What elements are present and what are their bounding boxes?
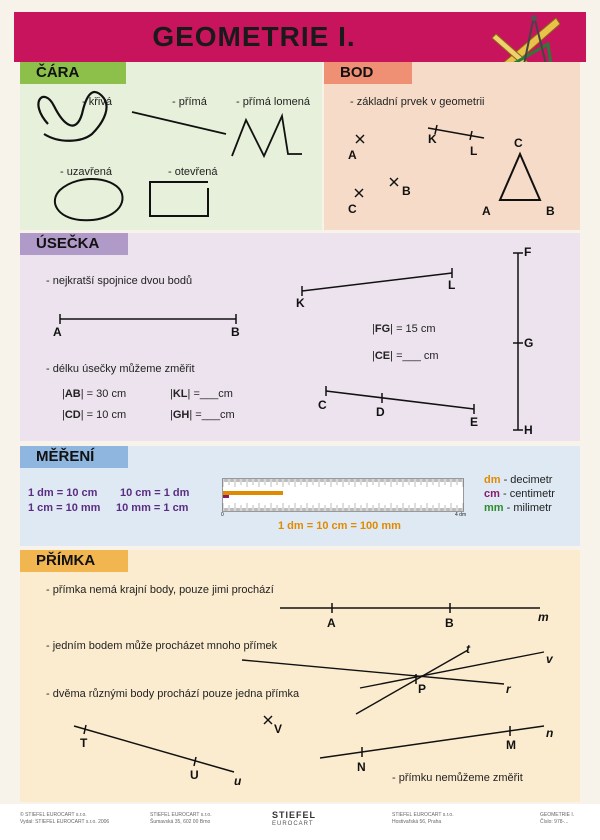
footer-right-1: GEOMETRIE I. [540, 812, 575, 818]
unit-mm: mm - milimetr [484, 502, 552, 514]
usecka-label-d: D [376, 405, 385, 419]
mereni-heading: MĚŘENÍ [20, 446, 128, 468]
primka-description-2: - jedním bodem může procházet mnoho přímek [46, 640, 278, 652]
bod-label-l: L [470, 144, 478, 158]
line-t [356, 650, 468, 714]
line-u [74, 726, 234, 772]
bod-label-b1: B [402, 184, 411, 198]
primka-label-t-big: T [80, 736, 88, 750]
measure-gh: |GH| =___cm [170, 409, 235, 421]
otevrena-line [150, 182, 208, 216]
footer-logo: STIEFEL [272, 810, 317, 820]
conversion-summary: 1 dm = 10 cm = 100 mm [278, 520, 401, 532]
kriva-curve [38, 92, 106, 141]
primka-panel [20, 550, 580, 802]
footer-logo-sub: EUROCART [272, 821, 314, 827]
bod-description: - základní prvek v geometrii [350, 96, 485, 108]
primka-label-t: t [466, 642, 470, 656]
measure-cd: |CD| = 10 cm [62, 409, 127, 421]
primka-label-r: r [506, 682, 511, 696]
bod-label-c2: C [514, 136, 523, 150]
bod-label-a1: A [348, 148, 357, 162]
conversion-4: 10 mm = 1 cm [116, 502, 189, 514]
primka-label-m-big: M [506, 738, 516, 752]
footer-left-1: © STIEFEL EUROCART s.r.o. [20, 812, 87, 818]
unit-cm: cm - centimetr [484, 488, 555, 500]
primka-description-3: - dvěma různými body prochází pouze jedna přímka [46, 688, 300, 700]
unit-dm: dm - decimetr [484, 474, 553, 486]
kl-segment [302, 273, 452, 291]
usecka-description-2: - délku úsečky můžeme změřit [46, 363, 195, 375]
usecka-description-1: - nejkratší spojnice dvou bodů [46, 275, 193, 287]
primka-label-v-small: v [546, 652, 553, 666]
primka-heading: PŘÍMKA [20, 550, 128, 572]
primka-label-n: N [357, 760, 366, 774]
bod-drawings [324, 62, 580, 230]
bod-label-a2: A [482, 204, 491, 218]
primka-label-b: B [445, 616, 454, 630]
primka-description-4: - přímku nemůžeme změřit [392, 772, 523, 784]
footer-mid-4: Hostivařská 56, Praha [392, 819, 442, 825]
footer-left-2: Vydal: STIEFEL EUROCART s.r.o. 2006 [20, 819, 110, 825]
usecka-label-g: G [524, 336, 534, 350]
bod-panel [324, 62, 580, 230]
page-title: GEOMETRIE I. [152, 21, 356, 52]
primka-label-a: A [327, 616, 336, 630]
conversion-3: 1 cm = 10 mm [28, 502, 101, 514]
prima-lomena-label: - přímá lomená [236, 96, 310, 108]
usecka-heading: ÚSEČKA [20, 233, 128, 255]
usecka-label-c: C [318, 398, 327, 412]
measure-kl: |KL| =___cm [170, 388, 233, 400]
ruler-start-label: 0 [221, 512, 224, 518]
primka-drawings [20, 550, 580, 802]
line-r [242, 660, 504, 684]
usecka-label-h: H [524, 423, 533, 437]
triangle [500, 154, 540, 200]
primka-label-p: P [418, 682, 427, 696]
conversion-1: 1 dm = 10 cm [28, 487, 98, 499]
primka-description-1: - přímka nemá krajní body, pouze jimi prochází [46, 584, 274, 596]
usecka-label-l: L [448, 278, 456, 292]
usecka-label-k: K [296, 296, 305, 310]
footer-mid-1: STIEFEL EUROCART s.r.o. [150, 812, 212, 818]
bod-label-b2: B [546, 204, 555, 218]
primka-label-n-small: n [546, 726, 554, 740]
usecka-label-f: F [524, 245, 532, 259]
bod-label-k: K [428, 132, 437, 146]
cara-drawings [20, 62, 322, 230]
primka-label-u: U [190, 768, 199, 782]
measure-ab: |AB| = 30 cm [62, 388, 127, 400]
ruler-end-label: 4 dm [455, 512, 467, 518]
kriva-label: - křivá [82, 96, 112, 108]
ruler [221, 478, 467, 518]
usecka-panel [20, 233, 580, 441]
bod-label-c1: C [348, 202, 357, 216]
primka-label-v: V [274, 722, 283, 736]
cara-panel [20, 62, 322, 230]
bod-heading: BOD [324, 62, 412, 84]
usecka-label-e: E [470, 415, 479, 429]
footer [0, 804, 600, 840]
conversion-2: 10 cm = 1 dm [120, 487, 190, 499]
usecka-label-b: B [231, 325, 240, 339]
ce-segment [326, 391, 474, 409]
line-v [360, 652, 544, 688]
uzavrena-label: - uzavřená [60, 166, 112, 178]
measure-fg: |FG| = 15 cm [372, 323, 436, 335]
uzavrena-curve [55, 179, 123, 220]
footer-mid-2: Šumavská 35, 602 00 Brno [150, 819, 211, 825]
primka-label-m: m [538, 610, 549, 624]
prima-label: - přímá [172, 96, 207, 108]
ruler-ticks [223, 479, 463, 511]
otevrena-label: - otevřená [168, 166, 218, 178]
usecka-label-a: A [53, 325, 62, 339]
prima-lomena-line [232, 116, 302, 156]
measure-ce: |CE| =___ cm [372, 350, 439, 362]
primka-label-u-small: u [234, 774, 242, 788]
footer-right-2: Číslo: 978-... [540, 819, 569, 825]
footer-mid-3: STIEFEL EUROCART s.r.o. [392, 812, 454, 818]
prima-line [132, 112, 226, 134]
cara-heading: ČÁRA [20, 62, 126, 84]
